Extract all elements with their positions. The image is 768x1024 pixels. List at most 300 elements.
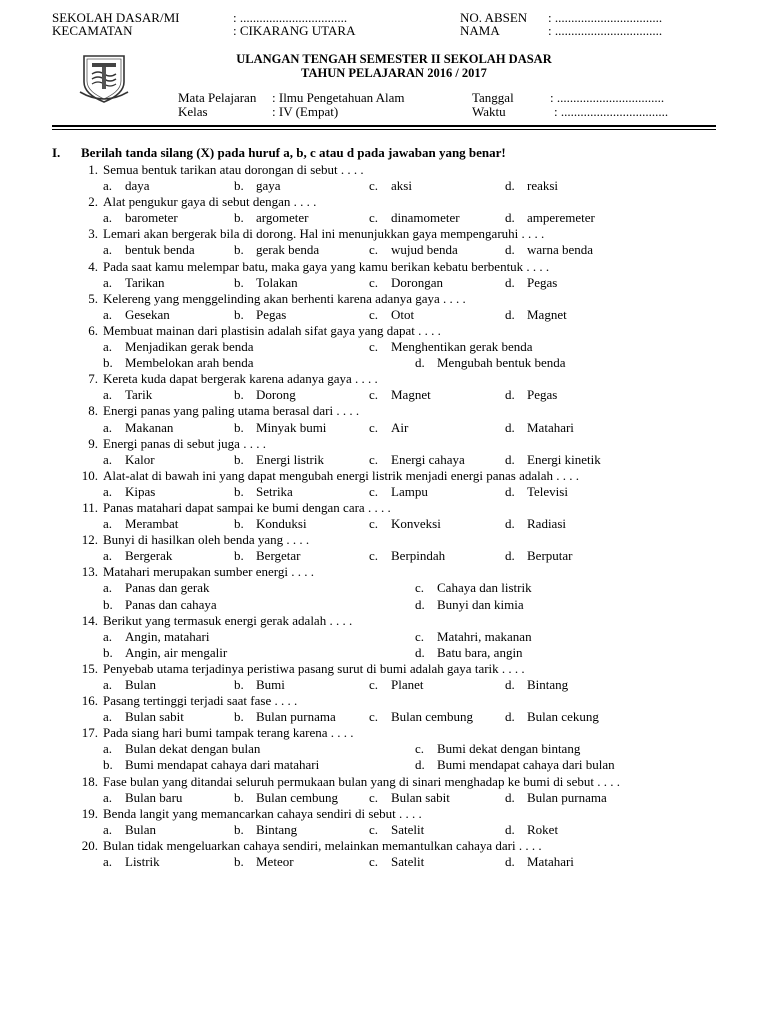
option-text: Matahari <box>527 419 574 435</box>
option-letter: a. <box>103 387 113 403</box>
option-letter: c. <box>369 419 379 435</box>
option-letter: c. <box>369 274 379 290</box>
answer-option[interactable] <box>234 178 281 194</box>
option-letter: b. <box>234 306 244 322</box>
answer-option[interactable] <box>103 709 184 725</box>
option-text: Matahari <box>527 854 574 870</box>
answer-option[interactable] <box>103 790 182 806</box>
section-instruction: Berilah tanda silang (X) pada huruf a, b, c atau d pada jawaban yang benar! <box>81 145 506 160</box>
answer-option[interactable] <box>505 548 572 564</box>
option-letter: c. <box>369 677 379 692</box>
option-text: Magnet <box>391 387 431 403</box>
option-text: gerak benda <box>256 242 320 258</box>
question-number: 1. <box>88 162 98 177</box>
option-text: Air <box>391 419 409 435</box>
option-text: Radiasi <box>527 516 566 532</box>
option-letter: a. <box>103 451 113 467</box>
answer-option[interactable] <box>369 178 412 194</box>
option-letter: b. <box>234 419 244 435</box>
answer-option[interactable] <box>103 339 254 355</box>
option-text: Bulan <box>125 677 157 692</box>
option-text: Planet <box>391 677 424 692</box>
option-text: Bulan sabit <box>125 709 184 725</box>
option-text: Roket <box>527 821 559 837</box>
answer-option[interactable] <box>369 677 424 693</box>
answer-option[interactable] <box>234 790 338 806</box>
option-text: Angin, air mengalir <box>125 644 228 660</box>
question-text: Pada saat kamu melempar batu, maka gaya yang kamu berikan kebatu berbentuk . . . . <box>103 258 550 274</box>
answer-option[interactable] <box>234 677 285 693</box>
section-number: I. <box>52 145 61 160</box>
option-text: Menjadikan gerak benda <box>125 339 254 355</box>
answer-option[interactable] <box>103 677 156 693</box>
option-letter: c. <box>369 821 379 837</box>
question-row <box>0 403 768 419</box>
option-text: Lampu <box>391 483 428 499</box>
answer-option[interactable] <box>103 597 217 613</box>
options-row <box>0 355 768 371</box>
option-letter: c. <box>369 210 379 226</box>
option-letter: a. <box>103 580 113 596</box>
question-text: Pada siang hari bumi tampak terang karena . . . . <box>103 725 354 741</box>
answer-option[interactable] <box>415 741 580 757</box>
answer-option[interactable] <box>103 210 178 226</box>
option-text: reaksi <box>527 178 559 194</box>
question-number: 11. <box>82 499 98 515</box>
answer-option[interactable] <box>234 822 297 838</box>
option-text: Bintang <box>256 821 298 837</box>
option-letter: d. <box>505 387 515 403</box>
question-number: 20. <box>81 837 98 853</box>
answer-option[interactable] <box>103 741 260 757</box>
options-row <box>0 854 768 870</box>
answer-option[interactable] <box>415 355 566 371</box>
option-text: Berputar <box>527 548 573 564</box>
option-text: Energi kinetik <box>527 451 601 467</box>
answer-option[interactable] <box>415 757 615 773</box>
option-text: Merambat <box>125 516 179 532</box>
answer-option[interactable] <box>505 242 593 258</box>
academic-year: TAHUN PELAJARAN 2016 / 2017 <box>301 66 487 80</box>
option-letter: d. <box>505 709 515 725</box>
option-letter: d. <box>415 757 425 773</box>
option-text: Satelit <box>391 821 425 837</box>
option-letter: b. <box>234 854 244 870</box>
option-text: Angin, matahari <box>125 628 210 644</box>
answer-option[interactable] <box>103 548 172 564</box>
option-text: Energi listrik <box>256 451 325 467</box>
answer-option[interactable] <box>234 548 301 564</box>
option-text: dinamometer <box>391 210 460 226</box>
option-letter: d. <box>505 419 515 435</box>
option-text: aksi <box>391 178 412 194</box>
question-number: 2. <box>88 194 98 210</box>
question-text: Alat pengukur gaya di sebut dengan . . . . <box>103 194 317 210</box>
answer-option[interactable] <box>505 484 568 500</box>
options-row <box>0 339 768 355</box>
option-text: Bergetar <box>256 548 301 564</box>
answer-option[interactable] <box>103 822 156 838</box>
option-letter: a. <box>103 339 113 355</box>
options-row <box>0 629 768 645</box>
option-text: barometer <box>125 210 178 226</box>
options-row <box>0 307 768 323</box>
options-row <box>0 822 768 838</box>
option-letter: a. <box>103 628 113 644</box>
question-text: Membuat mainan dari plastisin adalah sifat gaya yang dapat . . . . <box>103 322 441 338</box>
question-number: 18. <box>81 773 98 789</box>
options-row <box>0 645 768 661</box>
option-text: Dorong <box>256 387 296 403</box>
option-text: Panas dan gerak <box>125 580 210 596</box>
answer-option[interactable] <box>103 516 178 532</box>
answer-option[interactable] <box>369 854 424 870</box>
option-letter: a. <box>103 274 113 290</box>
option-text: wujud benda <box>391 242 458 258</box>
option-letter: b. <box>234 789 244 805</box>
question-row <box>0 532 768 548</box>
option-letter: b. <box>103 757 113 773</box>
answer-option[interactable] <box>369 709 473 725</box>
option-letter: d. <box>505 548 515 564</box>
answer-option[interactable] <box>369 516 441 532</box>
answer-option[interactable] <box>369 452 465 468</box>
answer-option[interactable] <box>505 210 595 226</box>
option-text: Bumi mendapat cahaya dari matahari <box>125 757 320 773</box>
option-letter: a. <box>103 548 113 564</box>
option-text: Bulan cembung <box>391 709 473 725</box>
answer-option[interactable] <box>103 645 227 661</box>
options-row <box>0 178 768 194</box>
answer-option[interactable] <box>103 242 195 258</box>
class-label: Kelas <box>178 104 208 119</box>
answer-option[interactable] <box>234 210 308 226</box>
question-number: 15. <box>81 660 98 676</box>
answer-option[interactable] <box>234 275 298 291</box>
question-row <box>0 194 768 210</box>
option-text: Pegas <box>527 387 558 403</box>
time-label: Waktu <box>472 104 506 119</box>
option-letter: c. <box>369 548 379 564</box>
option-letter: c. <box>369 339 379 355</box>
answer-option[interactable] <box>505 420 574 436</box>
question-number: 9. <box>88 435 98 451</box>
option-letter: a. <box>103 483 113 499</box>
option-letter: a. <box>103 306 113 322</box>
answer-option[interactable] <box>103 307 170 323</box>
option-letter: b. <box>234 709 244 725</box>
option-letter: d. <box>505 451 515 467</box>
answer-option[interactable] <box>505 178 558 194</box>
answer-option[interactable] <box>505 387 557 403</box>
options-row <box>0 757 768 773</box>
option-letter: a. <box>103 419 113 435</box>
answer-option[interactable] <box>505 709 599 725</box>
option-text: Bulan dekat dengan bulan <box>125 741 261 757</box>
option-text: Bulan baru <box>125 789 183 805</box>
option-text: Bulan purnama <box>527 789 607 805</box>
option-text: amperemeter <box>527 210 595 226</box>
question-text: Energi panas yang paling utama berasal dari . . . . <box>103 403 360 419</box>
answer-option[interactable] <box>505 854 574 870</box>
question-row <box>0 693 768 709</box>
options-row <box>0 790 768 806</box>
district-label: KECAMATAN <box>52 23 133 38</box>
answer-option[interactable] <box>505 452 601 468</box>
option-text: Bintang <box>527 677 569 692</box>
question-text: Bunyi di hasilkan oleh benda yang . . . . <box>103 532 310 548</box>
options-row <box>0 516 768 532</box>
option-letter: a. <box>103 210 113 226</box>
option-letter: b. <box>234 821 244 837</box>
answer-option[interactable] <box>369 210 460 226</box>
answer-option[interactable] <box>234 242 319 258</box>
option-text: warna benda <box>527 242 594 258</box>
question-row <box>0 564 768 580</box>
option-letter: a. <box>103 709 113 725</box>
options-row <box>0 677 768 693</box>
question-number: 7. <box>88 371 98 387</box>
option-text: Makanan <box>125 419 174 435</box>
answer-option[interactable] <box>234 854 294 870</box>
answer-option[interactable] <box>505 307 567 323</box>
answer-option[interactable] <box>505 275 557 291</box>
answer-option[interactable] <box>369 275 443 291</box>
option-text: gaya <box>256 178 281 194</box>
question-row <box>0 838 768 854</box>
answer-option[interactable] <box>415 597 524 613</box>
answer-option[interactable] <box>103 854 160 870</box>
name-label: NAMA <box>460 23 500 38</box>
option-letter: d. <box>505 242 515 258</box>
answer-option[interactable] <box>234 709 336 725</box>
answer-option[interactable] <box>103 629 209 645</box>
option-letter: b. <box>234 516 244 532</box>
answer-option[interactable] <box>234 452 324 468</box>
answer-option[interactable] <box>234 420 326 436</box>
question-number: 16. <box>81 693 98 709</box>
answer-option[interactable] <box>103 452 155 468</box>
options-row <box>0 242 768 258</box>
option-letter: b. <box>234 210 244 226</box>
question-row <box>0 259 768 275</box>
answer-option[interactable] <box>103 757 319 773</box>
options-row <box>0 452 768 468</box>
option-text: Bergerak <box>125 548 173 564</box>
question-row <box>0 226 768 242</box>
option-letter: a. <box>103 821 113 837</box>
options-row <box>0 580 768 596</box>
option-text: Minyak bumi <box>256 419 327 435</box>
answer-option[interactable] <box>103 355 254 371</box>
option-text: Membelokan arah benda <box>125 355 254 371</box>
option-letter: d. <box>505 178 515 194</box>
school-value: : ................................. <box>233 10 348 25</box>
answer-option[interactable] <box>369 548 445 564</box>
option-text: Kalor <box>125 451 155 467</box>
option-letter: d. <box>505 210 515 226</box>
answer-option[interactable] <box>505 516 566 532</box>
question-list <box>0 162 768 870</box>
exam-title: ULANGAN TENGAH SEMESTER II SEKOLAH DASAR <box>236 52 552 66</box>
answer-option[interactable] <box>369 387 431 403</box>
option-letter: c. <box>415 580 425 596</box>
question-row <box>0 291 768 307</box>
option-text: Batu bara, angin <box>437 644 523 660</box>
absen-value: : ................................. <box>548 10 663 25</box>
option-letter: c. <box>369 483 379 499</box>
option-text: Listrik <box>125 854 160 870</box>
answer-option[interactable] <box>505 790 607 806</box>
option-letter: b. <box>234 387 244 403</box>
option-letter: a. <box>103 789 113 805</box>
option-letter: a. <box>103 741 113 757</box>
options-row <box>0 387 768 403</box>
options-row <box>0 548 768 564</box>
option-text: Tolakan <box>256 274 298 290</box>
question-text: Panas matahari dapat sampai ke bumi dengan cara . . . . <box>103 499 391 515</box>
option-text: Bunyi dan kimia <box>437 596 524 612</box>
option-letter: b. <box>234 483 244 499</box>
district-value: : CIKARANG UTARA <box>233 23 356 38</box>
answer-option[interactable] <box>505 677 568 693</box>
answer-option[interactable] <box>415 629 532 645</box>
question-text: Berikut yang termasuk energi gerak adalah . . . . <box>103 612 353 628</box>
answer-option[interactable] <box>103 387 152 403</box>
option-letter: a. <box>103 854 113 870</box>
answer-option[interactable] <box>369 822 424 838</box>
option-letter: c. <box>369 451 379 467</box>
option-letter: c. <box>369 854 379 870</box>
option-letter: a. <box>103 516 113 532</box>
question-row <box>0 661 768 677</box>
subject-value: : Ilmu Pengetahuan Alam <box>272 90 405 105</box>
option-text: Bumi mendapat cahaya dari bulan <box>437 757 615 773</box>
answer-option[interactable] <box>369 339 533 355</box>
options-row <box>0 597 768 613</box>
option-text: Pegas <box>527 274 558 290</box>
question-text: Bulan tidak mengeluarkan cahaya sendiri, melainkan memantulkan cahaya dari . . . . <box>103 837 542 853</box>
question-text: Alat-alat di bawah ini yang dapat mengubah energi listrik menjadi energi panas adalah . . . . <box>103 467 580 483</box>
option-text: Bulan <box>125 821 157 837</box>
option-letter: b. <box>103 596 113 612</box>
question-number: 8. <box>88 403 98 419</box>
answer-option[interactable] <box>234 484 293 500</box>
class-value: : IV (Empat) <box>272 104 339 119</box>
answer-option[interactable] <box>505 822 558 838</box>
option-text: Mengubah bentuk benda <box>437 355 566 371</box>
question-text: Pasang tertinggi terjadi saat fase . . . . <box>103 693 298 709</box>
options-row <box>0 210 768 226</box>
option-text: Kipas <box>125 483 156 499</box>
option-letter: b. <box>234 242 244 258</box>
option-letter: b. <box>234 178 244 194</box>
option-letter: b. <box>234 677 244 692</box>
answer-option[interactable] <box>234 307 286 323</box>
option-text: Bulan purnama <box>256 709 336 725</box>
answer-option[interactable] <box>234 387 296 403</box>
option-letter: c. <box>369 242 379 258</box>
answer-option[interactable] <box>415 645 523 661</box>
option-letter: a. <box>103 677 113 692</box>
option-letter: c. <box>369 789 379 805</box>
section-heading <box>52 145 506 160</box>
answer-option[interactable] <box>103 178 150 194</box>
question-text: Semua bentuk tarikan atau dorongan di sebut . . . . <box>103 162 364 177</box>
option-text: Energi cahaya <box>391 451 465 467</box>
option-text: Berpindah <box>391 548 446 564</box>
option-letter: b. <box>234 274 244 290</box>
option-text: Magnet <box>527 306 567 322</box>
option-text: Cahaya dan listrik <box>437 580 532 596</box>
option-text: daya <box>125 178 150 194</box>
answer-option[interactable] <box>103 580 209 596</box>
option-text: Bulan cembung <box>256 789 338 805</box>
option-text: Dorongan <box>391 274 443 290</box>
question-text: Kelereng yang menggelinding akan berhenti karena adanya gaya . . . . <box>103 290 466 306</box>
question-number: 14. <box>81 612 98 628</box>
question-row <box>0 613 768 629</box>
question-row <box>0 371 768 387</box>
option-letter: c. <box>369 306 379 322</box>
option-text: Televisi <box>527 483 568 499</box>
question-row <box>0 725 768 741</box>
option-letter: d. <box>415 355 425 371</box>
option-text: bentuk benda <box>125 242 195 258</box>
option-letter: c. <box>369 709 379 725</box>
question-row <box>0 774 768 790</box>
question-row <box>0 806 768 822</box>
option-text: Menghentikan gerak benda <box>391 339 533 355</box>
question-number: 3. <box>88 226 98 242</box>
answer-option[interactable] <box>103 275 165 291</box>
answer-option[interactable] <box>369 307 414 323</box>
answer-option[interactable] <box>103 484 155 500</box>
answer-option[interactable] <box>369 420 408 436</box>
question-number: 17. <box>81 725 98 741</box>
option-letter: c. <box>415 628 425 644</box>
answer-option[interactable] <box>103 420 173 436</box>
option-letter: c. <box>369 516 379 532</box>
question-number: 4. <box>88 258 98 274</box>
question-number: 19. <box>81 805 98 821</box>
options-row <box>0 484 768 500</box>
option-text: Satelit <box>391 854 425 870</box>
option-letter: d. <box>505 306 515 322</box>
option-text: Konduksi <box>256 516 307 532</box>
header-divider-thin <box>52 129 716 130</box>
question-number: 10. <box>81 467 98 483</box>
question-row <box>0 500 768 516</box>
option-letter: a. <box>103 242 113 258</box>
option-letter: d. <box>505 483 515 499</box>
answer-option[interactable] <box>369 484 428 500</box>
option-text: Tarik <box>125 387 153 403</box>
option-text: Setrika <box>256 483 293 499</box>
subject-label: Mata Pelajaran <box>178 90 257 105</box>
question-row <box>0 162 768 178</box>
answer-option[interactable] <box>415 580 532 596</box>
options-row <box>0 709 768 725</box>
question-text: Benda langit yang memancarkan cahaya sendiri di sebut . . . . <box>103 805 422 821</box>
answer-option[interactable] <box>369 242 458 258</box>
name-value: : ................................. <box>548 23 663 38</box>
question-text: Fase bulan yang ditandai seluruh permukaan bulan yang di sinari menghadap ke bumi di sebut . . . . <box>103 773 620 789</box>
option-letter: d. <box>505 677 515 692</box>
answer-option[interactable] <box>369 790 450 806</box>
option-letter: b. <box>234 548 244 564</box>
answer-option[interactable] <box>234 516 307 532</box>
